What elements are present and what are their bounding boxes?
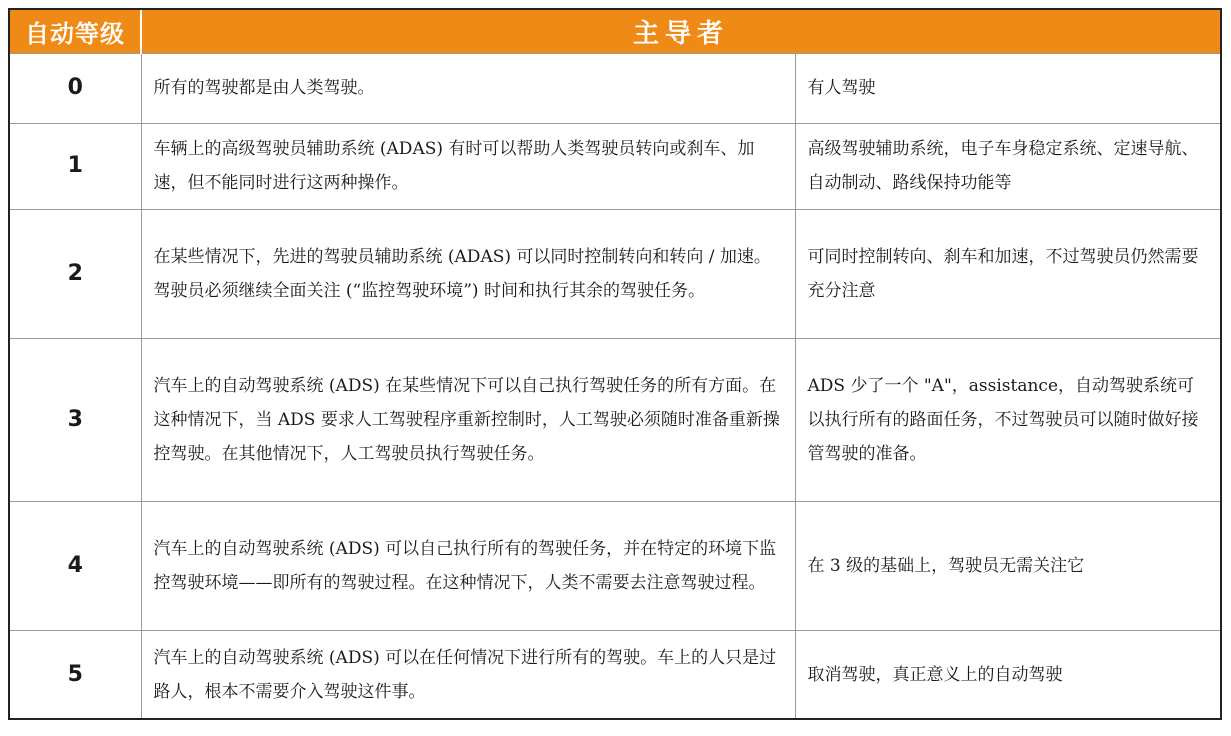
automation-levels-table — [8, 8, 1222, 720]
level-cell: 2 — [10, 209, 141, 338]
levels-table — [10, 10, 1220, 718]
header-level: 自动等级 — [10, 10, 141, 54]
summary-cell: ADS 少了一个 "A"，assistance，自动驾驶系统可以执行所有的路面任务，不过驾驶员可以随时做好接管驾驶的准备。 — [795, 338, 1220, 502]
table-row — [10, 209, 1220, 338]
summary-cell: 可同时控制转向、刹车和加速，不过驾驶员仍然需要充分注意 — [795, 209, 1220, 338]
description-cell: 所有的驾驶都是由人类驾驶。 — [141, 54, 795, 124]
description-cell: 在某些情况下，先进的驾驶员辅助系统 (ADAS) 可以同时控制转向和转向 / 加速。驾驶员必须继续全面关注 (“监控驾驶环境”) 时间和执行其余的驾驶任务。 — [141, 209, 795, 338]
table-row — [10, 631, 1220, 718]
level-cell: 5 — [10, 631, 141, 718]
table-row — [10, 338, 1220, 502]
description-cell: 车辆上的高级驾驶员辅助系统 (ADAS) 有时可以帮助人类驾驶员转向或刹车、加速，但不能同时进行这两种操作。 — [141, 123, 795, 209]
description-cell: 汽车上的自动驾驶系统 (ADS) 在某些情况下可以自己执行驾驶任务的所有方面。在这种情况下，当 ADS 要求人工驾驶程序重新控制时，人工驾驶必须随时准备重新操控驾驶。在其他情况下，人工驾驶员执行驾驶任务。 — [141, 338, 795, 502]
level-cell: 0 — [10, 54, 141, 124]
header-row — [10, 10, 1220, 54]
level-cell: 4 — [10, 502, 141, 631]
summary-cell: 高级驾驶辅助系统，电子车身稳定系统、定速导航、自动制动、路线保持功能等 — [795, 123, 1220, 209]
table-row — [10, 502, 1220, 631]
table-row — [10, 123, 1220, 209]
summary-cell: 有人驾驶 — [795, 54, 1220, 124]
summary-cell: 取消驾驶，真正意义上的自动驾驶 — [795, 631, 1220, 718]
header-lead: 主导者 — [141, 10, 1220, 54]
description-cell: 汽车上的自动驾驶系统 (ADS) 可以自己执行所有的驾驶任务，并在特定的环境下监控驾驶环境——即所有的驾驶过程。在这种情况下，人类不需要去注意驾驶过程。 — [141, 502, 795, 631]
table-row — [10, 54, 1220, 124]
summary-cell: 在 3 级的基础上，驾驶员无需关注它 — [795, 502, 1220, 631]
description-cell: 汽车上的自动驾驶系统 (ADS) 可以在任何情况下进行所有的驾驶。车上的人只是过路人，根本不需要介入驾驶这件事。 — [141, 631, 795, 718]
level-cell: 3 — [10, 338, 141, 502]
level-cell: 1 — [10, 123, 141, 209]
